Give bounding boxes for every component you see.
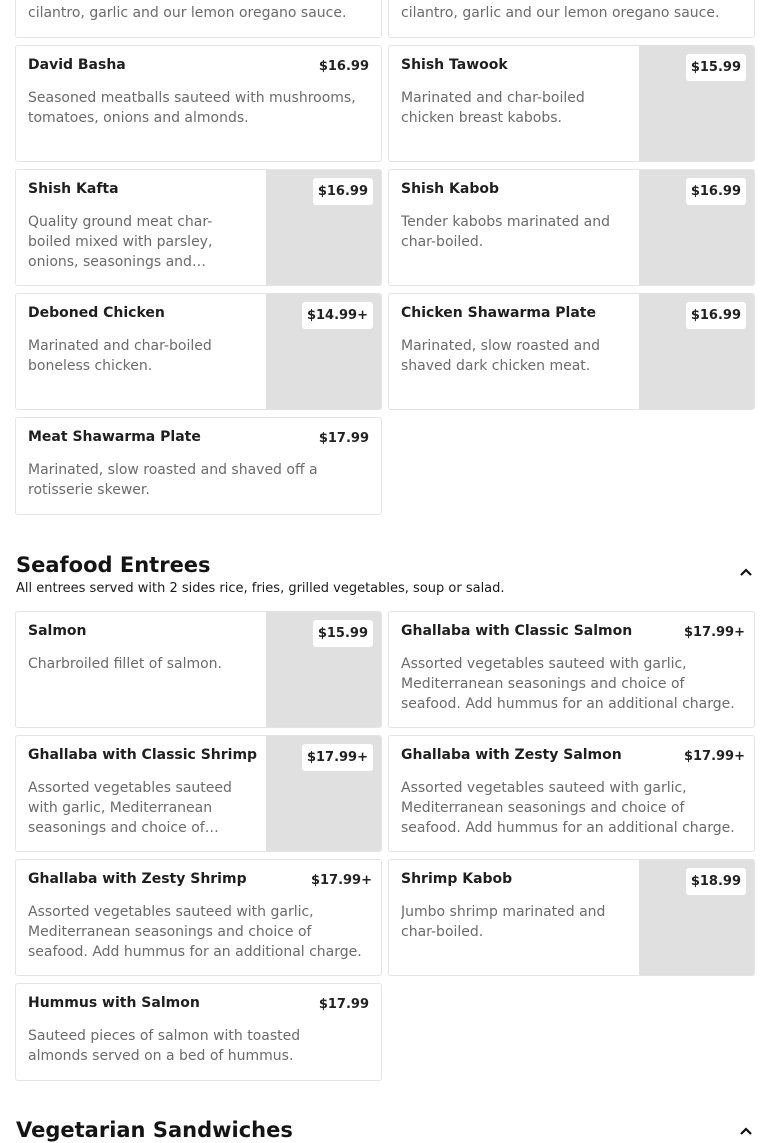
item-name: Shish Kabob xyxy=(401,181,499,197)
item-description: Tender kabobs marinated and char-boiled. xyxy=(401,214,610,250)
item-name: Shish Kafta xyxy=(28,181,119,197)
item-price: $14.99+ xyxy=(302,302,373,329)
item-price: $16.99 xyxy=(313,178,373,205)
menu-item-card[interactable] xyxy=(388,611,755,728)
item-description: Assorted vegetables sauteed with garlic, Mediterranean seasonings and choice of seafood. Add hummus for an additional charge. xyxy=(401,780,735,836)
menu-item-card[interactable] xyxy=(15,859,382,976)
item-price: $16.99 xyxy=(318,59,369,74)
menu-item-card[interactable] xyxy=(15,45,382,162)
item-name: Ghallaba with Zesty Shrimp xyxy=(28,871,247,887)
item-description: Marinated, slow roasted and shaved off a rotisserie skewer. xyxy=(28,462,318,498)
menu-item-card[interactable] xyxy=(15,0,382,38)
item-description: Seasoned meatballs sauteed with mushrooms, tomatoes, onions and almonds. xyxy=(28,90,356,126)
menu-item-card[interactable] xyxy=(15,983,382,1081)
menu-item-card[interactable] xyxy=(388,169,755,286)
menu-item-card[interactable] xyxy=(388,293,755,410)
item-description: cilantro, garlic and our lemon oregano sauce. xyxy=(401,5,720,21)
item-description: Quality ground meat char-boiled mixed with parsley, onions, seasonings and xyxy=(28,214,213,270)
menu-item-card[interactable] xyxy=(388,45,755,162)
item-price: $15.99 xyxy=(313,620,373,647)
menu-item-card[interactable] xyxy=(15,417,382,515)
item-name: Ghallaba with Classic Shrimp xyxy=(28,747,258,763)
menu-item-card[interactable] xyxy=(15,611,382,728)
item-name: Meat Shawarma Plate xyxy=(28,429,201,445)
item-name: Deboned Chicken xyxy=(28,305,165,321)
item-name: Shrimp Kabob xyxy=(401,871,513,887)
section-title: Vegetarian Sandwiches xyxy=(16,1118,293,1142)
menu-item-card[interactable] xyxy=(388,735,755,852)
chevron-up-icon[interactable] xyxy=(739,1126,753,1136)
item-description: Assorted vegetables sauteed with garlic, Mediterranean seasonings and choice of seafood. Add hummus for an additional charge. xyxy=(28,904,362,960)
item-name: Chicken Shawarma Plate xyxy=(401,305,596,321)
menu-item-card[interactable] xyxy=(388,859,755,976)
item-price: $16.99 xyxy=(686,302,746,329)
chevron-up-icon[interactable] xyxy=(739,567,753,577)
item-description: Assorted vegetables sauteed with garlic, Mediterranean seasonings and choice of xyxy=(28,780,232,836)
item-price: $15.99 xyxy=(686,54,746,81)
item-description: Sauteed pieces of salmon with toasted almonds served on a bed of hummus. xyxy=(28,1028,301,1064)
section-title: Seafood Entrees xyxy=(16,553,211,577)
item-price: $17.99+ xyxy=(310,873,372,888)
menu-item-card[interactable] xyxy=(388,0,755,38)
item-price: $17.99 xyxy=(318,997,369,1012)
item-price: $18.99 xyxy=(686,868,746,895)
item-description: Marinated, slow roasted and shaved dark chicken meat. xyxy=(401,338,600,374)
item-name: David Basha xyxy=(28,57,126,73)
section-subtitle: All entrees served with 2 sides rice, fries, grilled vegetables, soup or salad. xyxy=(16,581,505,596)
item-price: $16.99 xyxy=(686,178,746,205)
item-description: Marinated and char-boiled boneless chicken. xyxy=(28,338,212,374)
item-name: Hummus with Salmon xyxy=(28,995,200,1011)
item-price: $17.99+ xyxy=(683,625,745,640)
menu-item-card[interactable] xyxy=(15,293,382,410)
item-price: $17.99 xyxy=(318,431,369,446)
item-price: $17.99+ xyxy=(683,749,745,764)
item-name: Shish Tawook xyxy=(401,57,508,73)
menu-item-card[interactable] xyxy=(15,735,382,852)
item-description: Jumbo shrimp marinated and char-boiled. xyxy=(401,904,606,940)
item-description: cilantro, garlic and our lemon oregano sauce. xyxy=(28,5,347,21)
item-description: Assorted vegetables sauteed with garlic, Mediterranean seasonings and choice of seafood. Add hummus for an additional charge. xyxy=(401,656,735,712)
item-price: $17.99+ xyxy=(302,744,373,771)
item-description: Charbroiled fillet of salmon. xyxy=(28,656,222,672)
item-name: Ghallaba with Zesty Salmon xyxy=(401,747,622,763)
item-name: Ghallaba with Classic Salmon xyxy=(401,623,633,639)
item-name: Salmon xyxy=(28,623,87,639)
item-description: Marinated and char-boiled chicken breast kabobs. xyxy=(401,90,585,126)
menu-item-card[interactable] xyxy=(15,169,382,286)
